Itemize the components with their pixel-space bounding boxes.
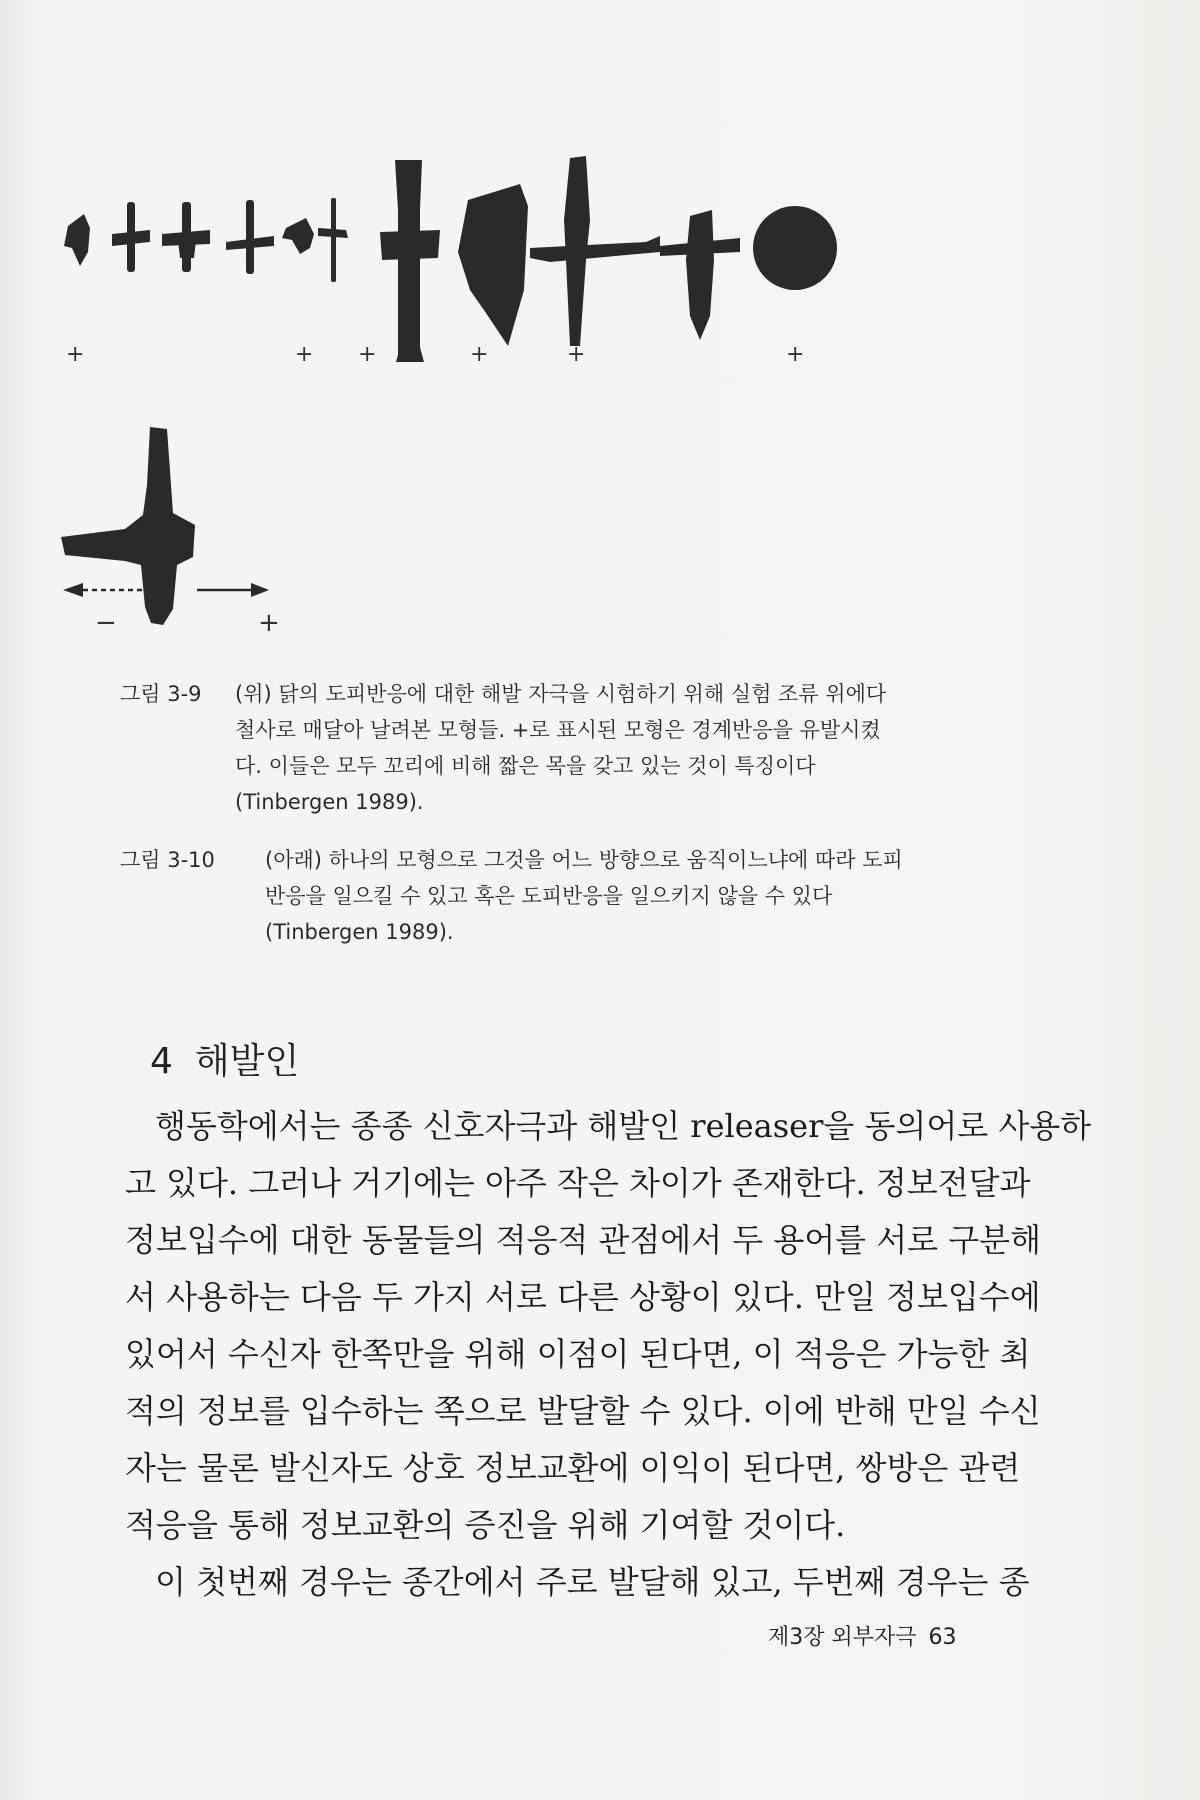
plus-mark-2: + — [295, 342, 314, 367]
caption-line: (Tinbergen 1989). — [235, 790, 424, 814]
caption-line: 다. 이들은 모두 꼬리에 비해 짧은 목을 갖고 있는 것이 특징이다 — [235, 754, 816, 778]
bird-model-7 — [380, 160, 440, 362]
chapter-title: 제3장 외부자극 — [768, 1625, 917, 1650]
caption-text — [235, 676, 1025, 820]
alarm-marks-row — [0, 342, 1200, 372]
caption-line: 반응을 일으킬 수 있고 혹은 도피반응을 일으키지 않을 수 있다 — [265, 884, 833, 908]
plus-label: + — [258, 608, 280, 638]
caption-label: 그림 3-10 — [120, 848, 215, 872]
plus-mark-1: + — [66, 342, 85, 367]
caption-line: (Tinbergen 1989). — [265, 920, 454, 944]
plus-mark-4: + — [470, 342, 489, 367]
caption-text — [265, 842, 1025, 950]
minus-label: − — [95, 608, 117, 638]
bird-model-10 — [660, 210, 740, 340]
left-arrow — [63, 583, 145, 597]
body-text — [125, 1098, 1092, 1611]
body-line: 적의 정보를 입수하는 쪽으로 발달할 수 있다. 이에 반해 만일 수신 — [125, 1392, 1041, 1430]
bird-model-4 — [226, 200, 274, 274]
figure-caption-3-10 — [120, 842, 1020, 952]
section-heading — [150, 1033, 299, 1084]
bird-model-8 — [458, 184, 528, 346]
body-line: 행동학에서는 종종 신호자극과 해발인 releaser을 동의어로 사용하 — [155, 1107, 1092, 1145]
caption-label: 그림 3-9 — [120, 682, 202, 706]
bird-model-1 — [64, 214, 90, 266]
page-number: 63 — [928, 1625, 957, 1650]
plus-mark-5: + — [567, 342, 586, 367]
caption-line: 철사로 매달아 날려본 모형들. +로 표시된 모형은 경계반응을 유발시켰 — [235, 718, 881, 742]
caption-line: (위) 닭의 도피반응에 대한 해발 자극을 시험하기 위해 실험 조류 위에다 — [235, 682, 887, 706]
body-line: 서 사용하는 다음 두 가지 서로 다른 상황이 있다. 만일 정보입수에 — [125, 1278, 1041, 1316]
body-line: 적응을 통해 정보교환의 증진을 위해 기여할 것이다. — [125, 1506, 846, 1544]
body-line: 자는 물론 발신자도 상호 정보교환에 이익이 된다면, 쌍방은 관련 — [125, 1449, 1021, 1487]
page-footer — [768, 1620, 957, 1651]
plus-mark-3: + — [358, 342, 377, 367]
body-line: 고 있다. 그러나 거기에는 아주 작은 차이가 존재한다. 정보전달과 — [125, 1164, 1031, 1202]
bird-model-6 — [318, 198, 348, 282]
plus-mark-6: + — [786, 342, 805, 367]
circle-model — [753, 206, 837, 290]
bird-model-2 — [112, 202, 150, 272]
section-title-text: 해발인 — [194, 1040, 300, 1082]
body-line: 이 첫번째 경우는 종간에서 주로 발달해 있고, 두번째 경우는 종 — [155, 1563, 1030, 1601]
right-arrow — [197, 583, 269, 597]
figure-caption-3-9 — [120, 676, 1020, 826]
bird-model-3 — [162, 202, 210, 272]
bird-model-5 — [282, 218, 314, 254]
caption-line: (아래) 하나의 모형으로 그것을 어느 방향으로 움직이느냐에 따라 도피 — [265, 848, 903, 872]
section-number: 4 — [150, 1040, 173, 1082]
body-line: 정보입수에 대한 동물들의 적응적 관점에서 두 용어를 서로 구분해 — [125, 1221, 1042, 1259]
bird-model-9 — [530, 156, 660, 346]
body-line: 있어서 수신자 한쪽만을 위해 이점이 된다면, 이 적응은 가능한 최 — [125, 1335, 1031, 1373]
